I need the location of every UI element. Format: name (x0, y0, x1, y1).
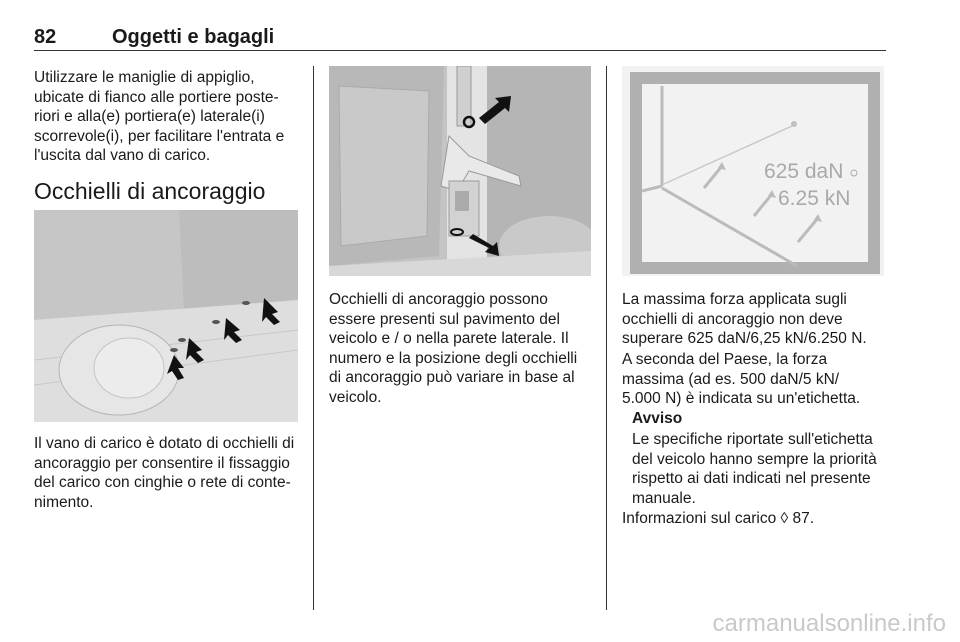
max-force-paragraph: La massima forza applicata sugli occhielli di ancoraggio non deve superare 625 daN/6,25 kN/6.250 N. (622, 291, 867, 347)
watermark: carmanualsonline.info (712, 610, 946, 637)
cargo-floor-illustration (34, 210, 298, 422)
section-title: Oggetti e bagagli (112, 26, 275, 48)
note-title: Avviso (632, 410, 683, 427)
section-heading: Occhielli di ancoraggio (34, 178, 266, 204)
column-divider (606, 66, 607, 610)
body-paragraph: Occhielli di ancoraggio possono essere presenti sul pavimento del veicolo e / o nella parete laterale. Il numero e la posizione degli occhielli di ancoraggio può variare in base al veicolo. (329, 291, 578, 406)
country-label-paragraph: A seconda del Paese, la forza massima (ad es. 500 daN/5 kN/ 5.000 N) è indicata su un'etichetta. (622, 351, 861, 407)
note-body: Le specifiche riportate sull'etichetta del veicolo hanno sempre la priorità rispetto ai dati indicati nel presente manuale. (632, 431, 877, 507)
page-header (34, 22, 886, 51)
force-label-kn: 6.25 kN (778, 187, 851, 210)
column-divider (313, 66, 314, 610)
intro-paragraph: Utilizzare le maniglie di appiglio, ubicate di fianco alle portiere poste- riori e alla(e) portiera(e) laterale(i) scorrevole(i), per facilitare l'entrata e l'uscita dal vano di carico. (34, 69, 285, 164)
cross-reference-link[interactable]: Informazioni sul carico ◊ 87. (622, 510, 815, 527)
force-label-dan: 625 daN (764, 160, 844, 183)
side-wall-illustration (329, 66, 591, 276)
page-number: 82 (34, 26, 57, 48)
load-label-illustration (622, 66, 884, 276)
body-paragraph: Il vano di carico è dotato di occhielli di ancoraggio per consentire il fissaggio del carico con cinghie o rete di conte- nimento. (34, 435, 295, 511)
